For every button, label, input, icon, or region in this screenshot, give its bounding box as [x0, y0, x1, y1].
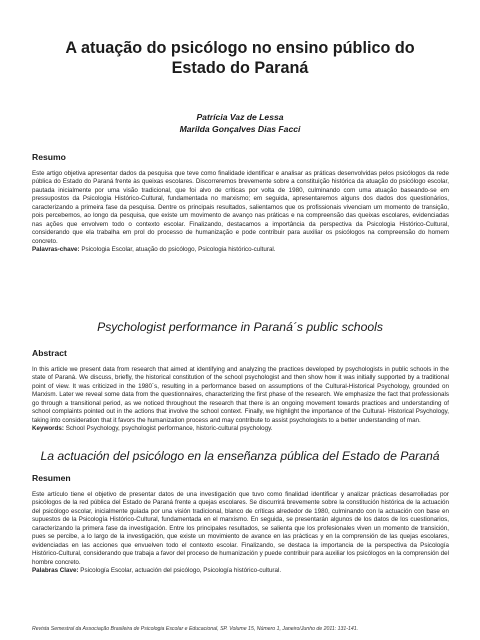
- resumen-body: Este artículo tiene el objetivo de presentar datos de una investigación que tuvo como finalidad identificar y analizar prácticas desarrolladas por psicólogos de la red pública del Estado de Paraná frente a quejas escolares. Se discurrirá brevemente sobre la constitución histórica de la actuación del psicólogo escolar, inicialmente guiada por una visión tradicional, blanco de críticas alrededor de 1980, culminando con la actuación con base en supuestos de la Psicología Histórico-Cultural, fundamentada en el marxismo. En seguida, se presentarán algunos de los datos de los cuestionarios, caracterizando la primera fase da investigación. Entre los principales resultados, se salienta que los profesionales viven un momento de transición, pues se percibe, a lo largo de la investigación, que existe un movimiento de avance en las prácticas y en la comprensión de las quejas escolares, evidenciadas en las acciones que envuelven todo el contexto escolar. Finalizando, se destaca la importancia de la perspectiva da Psicología Histórico-Cultural, considerando que trabaja a favor del proceso de humanización y puede contribuir para auxiliar los psicólogos en la comprensión del hombre concreto.: [32, 491, 449, 566]
- article-title-line1: A atuação do psicólogo no ensino público do: [65, 39, 415, 57]
- resumen-section: [32, 491, 449, 576]
- keywords-label: Keywords:: [32, 425, 64, 433]
- article-title: [30, 38, 450, 78]
- article-title-line2: Estado do Paraná: [171, 59, 309, 77]
- abstract-body: In this article we present data from research that aimed at identifying and analyzing the practices developed by psychologists in public schools in the state of Paraná. We discuss, briefly, the historical constitution of the school psychologist and then show how it was initially supported by a traditional point of view. It was criticized in the 1980´s, resulting in a performance based on assumptions of the Cultural-Historical Psychology, grounded on Marxism. Later we reveal some data from the questionnaires, characterizing the first phase of the research. We emphasize the fact that professionals go through a transitional period, as we noticed throughout the research that there is an ongoing movement towards practices and understanding of school complaints pointed out in the actions that involve the school context. Finally, we highlight the importance of the Cultural- Historical Psychology, taking into consideration that it favors the humanization process and may contribute to assist psychologists to a better understanding of man.: [32, 366, 449, 424]
- english-title: Psychologist performance in Paraná´s public schools: [97, 320, 383, 334]
- abstract-section: [32, 366, 449, 434]
- author-1: Patrícia Vaz de Lessa: [196, 112, 284, 122]
- spanish-title: La actuación del psicólogo en la enseñanza pública del Estado de Paraná: [40, 449, 440, 463]
- authors: [30, 112, 450, 135]
- palabras-clave-label: Palabras Clave:: [32, 567, 79, 575]
- abstract-heading: Abstract: [32, 348, 67, 358]
- palavras-chave-text: Psicologia Escolar, atuação do psicólogo, Psicologia histórico-cultural.: [79, 246, 276, 254]
- palabras-clave-text: Psicología Escolar, actuación del psicólogo, Psicología histórico-cultural.: [78, 567, 282, 575]
- keywords-text: School Psychology, psychologist performance, historic-cultural psychology.: [63, 425, 273, 433]
- resumo-heading: Resumo: [32, 152, 66, 162]
- author-2: Marilda Gonçalves Dias Facci: [179, 123, 301, 134]
- resumen-heading: Resumen: [32, 473, 71, 483]
- journal-footer: Revista Semestral da Associação Brasileira de Psicologia Escolar e Educacional, SP. Volume 15, Número 1, Janeiro/Junho de 2011: 131-141.: [32, 626, 359, 632]
- palavras-chave-label: Palavras-chave:: [32, 246, 80, 254]
- resumo-body: Este artigo objetiva apresentar dados da pesquisa que teve como finalidade identificar e analisar as práticas desenvolvidas pelos psicólogos da rede pública do Estado do Paraná frente às queixas escolares. Discorreremos brevemente sobre a constituição histórica da atuação do psicólogo escolar, pautada inicialmente por uma visão tradicional, que foi alvo de críticas por volta de 1980, culminando com uma atuação baseando-se em pressupostos da Psicologia Histórico-Cultural, fundamentada no marxismo; em seguida, apresentaremos alguns dos dados dos questionários, caracterizando a primeira fase da pesquisa. Dentre os principais resultados, salientamos que os profissionais vivenciam um momento de transição, pois percebemos, ao longo da pesquisa, que existe um movimento de avanço nas práticas e na compreensão das queixas escolares, evidenciadas nas ações que envolvem todo o contexto escolar. Finalizando, destacamos a importância da perspectiva da Psicologia Histórico-Cultural, considerando que ela trabalha em prol do processo de humanização e pode contribuir para auxiliar os psicólogos na compreensão do homem concreto.: [32, 170, 449, 245]
- resumo-section: [32, 170, 449, 255]
